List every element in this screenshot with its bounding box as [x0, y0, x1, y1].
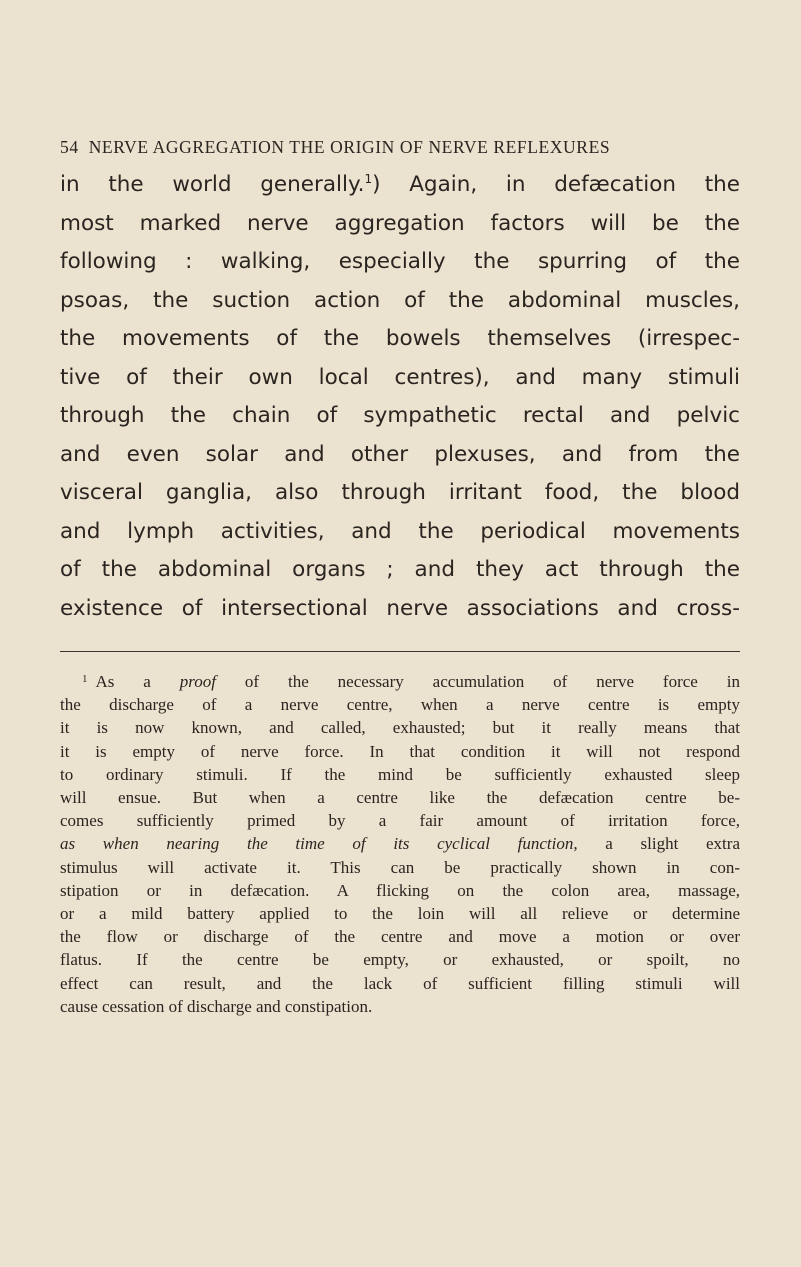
body-line: and even solar and other plexuses, and from the [60, 441, 740, 467]
footnote [60, 668, 740, 1018]
running-head [60, 137, 750, 158]
footnote-line: the discharge of a nerve centre, when a nerve centre is empty [60, 695, 740, 715]
running-title: NERVE AGGREGATION THE ORIGIN OF NERVE REFLEXURES [88, 137, 611, 157]
body-line: in the world generally.$^1$) Again, in defæcation the [60, 172, 740, 197]
footnote-line: flatus. If the centre be empty, or exhausted, or spoilt, no [60, 950, 740, 970]
footnote-marker: 1 [82, 673, 88, 685]
body-line: most marked nerve aggregation factors will be the [60, 210, 740, 236]
footnote-divider [60, 651, 740, 652]
footnote-line: will ensue. But when a centre like the defæcation centre be- [60, 788, 740, 808]
body-line: of the abdominal organs ; and they act through the [60, 557, 740, 582]
body-line: following : walking, especially the spurring of the [60, 249, 740, 274]
footnote-line: cause cessation of discharge and constipation. [60, 996, 373, 1016]
footnote-line: effect can result, and the lack of sufficient filling stimuli will [60, 973, 740, 993]
body-text [60, 166, 740, 628]
footnote-line: the flow or discharge of the centre and move a motion or over [60, 927, 740, 947]
footnote-ref: 1 [364, 172, 373, 186]
body-line: psoas, the suction action of the abdominal muscles, [60, 287, 740, 313]
body-line: and lymph activities, and the periodical movements [60, 518, 740, 544]
footnote-line: stimulus will activate it. This can be practically shown in con- [60, 857, 740, 877]
footnote-line: or a mild battery applied to the loin will all relieve or determine [60, 904, 740, 924]
body-line: tive of their own local centres), and many stimuli [60, 364, 740, 390]
footnote-line: as when nearing the time of its cyclical function, a slight extra [60, 834, 740, 854]
page-number: 54 [60, 137, 79, 157]
body-line: the movements of the bowels themselves (irrespec- [60, 326, 740, 351]
footnote-line: to ordinary stimuli. If the mind be sufficiently exhausted sleep [60, 764, 740, 784]
footnote-line: stipation or in defæcation. A flicking on the colon area, massage, [60, 880, 740, 900]
footnote-line: comes sufficiently primed by a fair amount of irritation force, [60, 811, 740, 831]
body-line: existence of intersectional nerve associations and cross- [60, 595, 740, 621]
footnote-line: it is empty of nerve force. In that condition it will not respond [60, 741, 740, 761]
body-line: visceral ganglia, also through irritant food, the blood [60, 480, 740, 505]
body-line: through the chain of sympathetic rectal and pelvic [60, 403, 740, 428]
footnote-line: $^1$ As a proof of the necessary accumulation of nerve force in [82, 672, 740, 691]
footnote-line: it is now known, and called, exhausted; but it really means that [60, 718, 740, 738]
